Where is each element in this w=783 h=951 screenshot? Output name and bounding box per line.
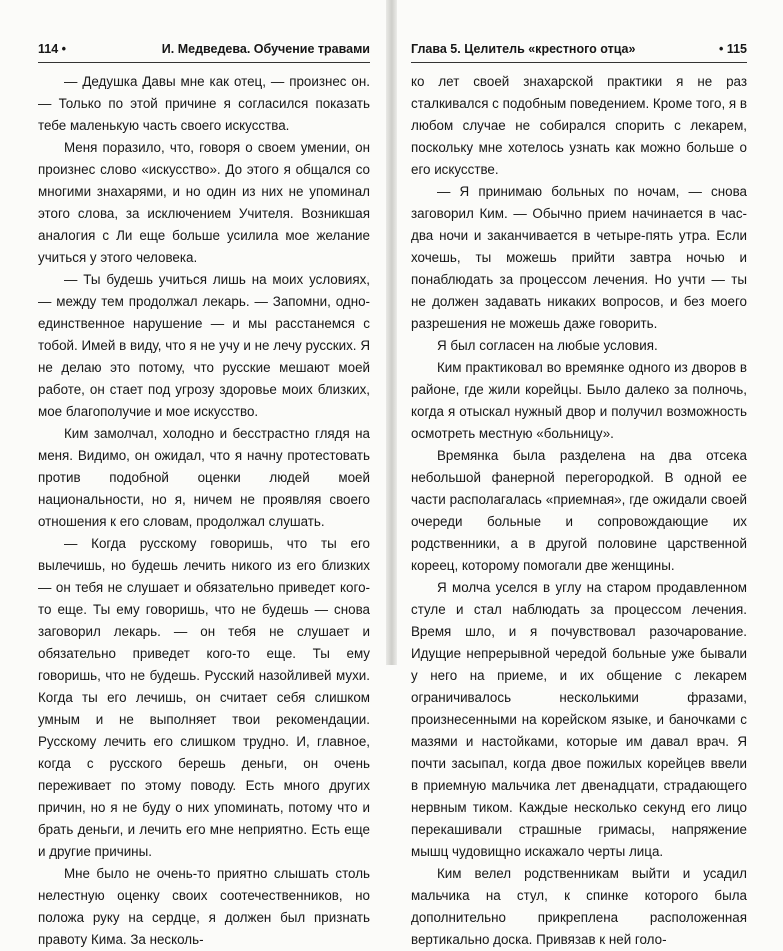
paragraph: — Ты будешь учиться лишь на моих условиях, — между тем продолжал лекарь. — Запомни, одно-единственное нарушение — и мы расстанемся с тобой. Имей в виду, что я не учу и не лечу русских. Я не делаю это потому, что русские мешают моей работе, он стает под угрозу здоровье моих близких, мое благополучие и мое искусство.: [38, 272, 370, 419]
header-rule-left: [38, 62, 370, 63]
book-gutter: [386, 0, 397, 665]
paragraph: Я был согласен на любые условия.: [437, 338, 658, 353]
paragraph: Мне было не очень-то приятно слышать столь нелестную оценку своих соотечественников, но положа руку на сердце, я должен был признать правоту Кима. За несколь-: [38, 866, 370, 947]
paragraph: Меня поразило, что, говоря о своем умении, он произнес слово «искусство». До этого я общался со многими знахарями, и но один из них не упоминал этого слова, за исключением Учителя. Возникшая аналогия с Ли еще больше усилила мое желание учиться у этого человека.: [38, 140, 370, 265]
right-page-header: [411, 40, 747, 60]
left-page: [0, 0, 386, 947]
paragraph: — Я принимаю больных по ночам, — снова заговорил Ким. — Обычно прием начинается в час-два ночи и заканчивается в четыре-пять утра. Если хочешь, ты можешь прийти завтра ночью и понаблюдать за процессом лечения. Но учти — ты не должен задавать никаких вопросов, и без моего разрешения не можешь даже говорить.: [411, 184, 747, 331]
paragraph: ко лет своей знахарской практики я не раз сталкивался с подобным поведением. Кроме того, я в любом случае не собирался спорить с лекарем, поскольку мне хотелось узнать как можно больше о его искусстве.: [411, 74, 747, 177]
running-header-left: И. Медведева. Обучение травами: [161, 42, 370, 56]
running-header-right: Глава 5. Целитель «крестного отца»: [411, 42, 636, 56]
left-page-body: [38, 71, 370, 951]
right-page-body: [411, 71, 747, 951]
paragraph: — Когда русскому говоришь, что ты его вылечишь, но будешь лечить никого из его близких — он тебя не слушает и обязательно приведет кого-то еще. Ты ему говоришь, что не будешь — снова заговорил лекарь. — он тебя не слушает и обязательно приведет кого-то еще. Ты ему говоришь, что не будешь. Русский назойливей мухи. Когда ты его лечишь, он считает себя слишком умным и не выполняет твои рекомендации. Русскому лечить его слишком трудно. И, главное, когда с русского берешь деньги, он очень переживает по этому поводу. Есть много других причин, но я не буду о них упоминать, потому что и брать деньги, и лечить его мне неприятно. Есть еще и другие причины.: [38, 536, 370, 859]
paragraph: Времянка была разделена на два отсека небольшой фанерной перегородкой. В одной ее части располагалась «приемная», где ожидали своей очереди больные и сопровождающие их родственники, а в другой половине царственной кореец, которому помогали две женщины.: [411, 448, 747, 573]
paragraph: Я молча уселся в углу на старом продавленном стуле и стал наблюдать за процессом лечения. Время шло, и я почувствовал разочарование. Идущие непрерывной чередой больные уже бывали у него на приеме, и их общение с лекарем ограничивалось несколькими фразами, произнесенными на корейском языке, и баночками с мазями и настойками, которые им давал врач. Я почти засыпал, когда двое пожилых корейцев ввели в приемную мальчика лет двенадцати, страдающего нервным тиком. Каждые несколько секунд его лицо перекашивали страшные гримасы, напряжение мышц чудовищно искажало черты лица.: [411, 580, 747, 859]
paragraph: Ким замолчал, холодно и бесстрастно глядя на меня. Видимо, он ожидал, что я начну протестовать против подобной оценки людей моей национальности, но я, ничем не проявляя своего отношения к его словам, продолжал слушать.: [38, 426, 370, 529]
page-number-left: 114 •: [38, 42, 67, 56]
paragraph: — Дедушка Давы мне как отец, — произнес он. — Только по этой причине я согласился показать тебе маленькую часть своего искусства.: [38, 74, 370, 133]
paragraph: Ким практиковал во времянке одного из дворов в районе, где жили корейцы. Было далеко за полночь, когда я отыскал нужный двор и получил возможность осмотреть местную «больницу».: [411, 360, 747, 441]
paragraph: Ким велел родственникам выйти и усадил мальчика на стул, к спинке которого была дополнительно прикреплена расположенная вертикально доска. Привязав к ней голо-: [411, 866, 747, 947]
right-page: [397, 0, 783, 947]
header-rule-right: [411, 62, 747, 63]
left-page-header: [38, 40, 370, 60]
page-number-right: • 115: [718, 42, 747, 56]
